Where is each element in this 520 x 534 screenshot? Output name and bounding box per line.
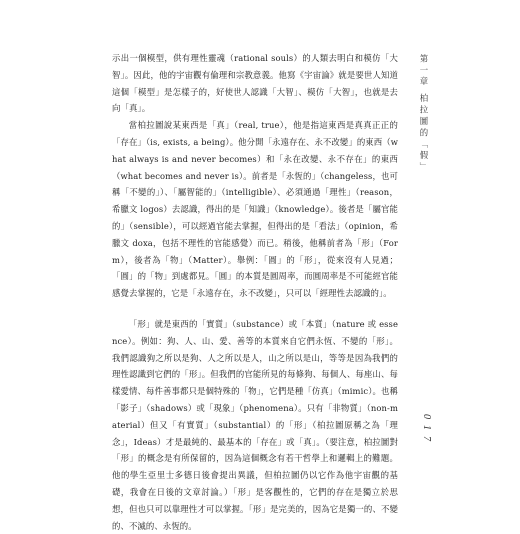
body-paragraph-3: 「形」就是東西的「實質」（substance）或「本質」（nature 或 essence）。例如：狗、人、山、愛、善等的本質來自它們永恆、不變的「形」。我們認識狗之所以是狗、人之所以是人，山之所以是山，等等是因為我們的理性認識到它們的「形」。但我們的官能所見的每條狗、每個人、每座山、每樣愛情、每件善事都只是個特殊的「物」，它們是種「仿真」（mimic）。也稱「影子」（shadows）或「現象」（phenomena）。只有「非物質」（non-material）但又「有實質」（substantial）的「形」（柏拉圖原稱之為「理念」，Ideas）才是最純的、最基本的「存在」或「真」。（要注意，柏拉圖對「形」的概念是有所保留的，因為這個概念有若干哲學上和邏輯上的難題。他的學生亞里士多德日後會提出異議，但柏拉圖仍以它作為他宇宙觀的基礎，我會在日後的文章討論。）「形」是客觀性的，它們的存在是獨立於思想，但也只可以靠理性才可以掌握。「形」是完美的，因為它是獨一的、不變的、不滅的、永恆的。: [112, 318, 398, 531]
chapter-side-title: 第一章 柏拉圖的「假」: [419, 54, 429, 174]
body-paragraph-2: 當柏拉圖說某東西是「真」（real, true），他是指這東西是真真正正的「存在」（is, exists, a being）。他分開「永遠存在、永不改變」的東西（what always is and never becomes）和「永在改變、永不存在」的東西（what becomes and never is）。前者是「永恆的」（changeless，也可稱「不變的」）、「屬智能的」（intelligible）、必須通過「理性」（reason，希臘文 logos）去認識，得出的是「知識」（knowledge）。後者是「屬官能的」（sensible），可以經過官能去掌握，但得出的是「看法」（opinion，希臘文 doxa，包括不理性的官能感覺）而已。稍後，他稱前者為「形」（Form），後者為「物」（Matter）。舉例：「圓」的「形」，從來沒有人見過；「圓」的「物」到處都見。「圓」的本質是圓周率，而圓周率是不可能經官能感覺去掌握的，它是「永遠存在，永不改變」，只可以「經理性去認識的」。: [112, 120, 399, 299]
body-paragraph-1: 示出一個模型，供有理性靈魂（rational souls）的人類去明白和模仿「大智」。因此，他的宇宙觀有倫理和宗教意義。他寫《宇宙論》就是要世人知道這個「模型」是怎樣子的，好使世人認識「大智」、模仿「大智」，也就是去向「真」。: [112, 53, 398, 114]
page-number: 017: [421, 414, 432, 447]
page-body: [112, 50, 398, 534]
